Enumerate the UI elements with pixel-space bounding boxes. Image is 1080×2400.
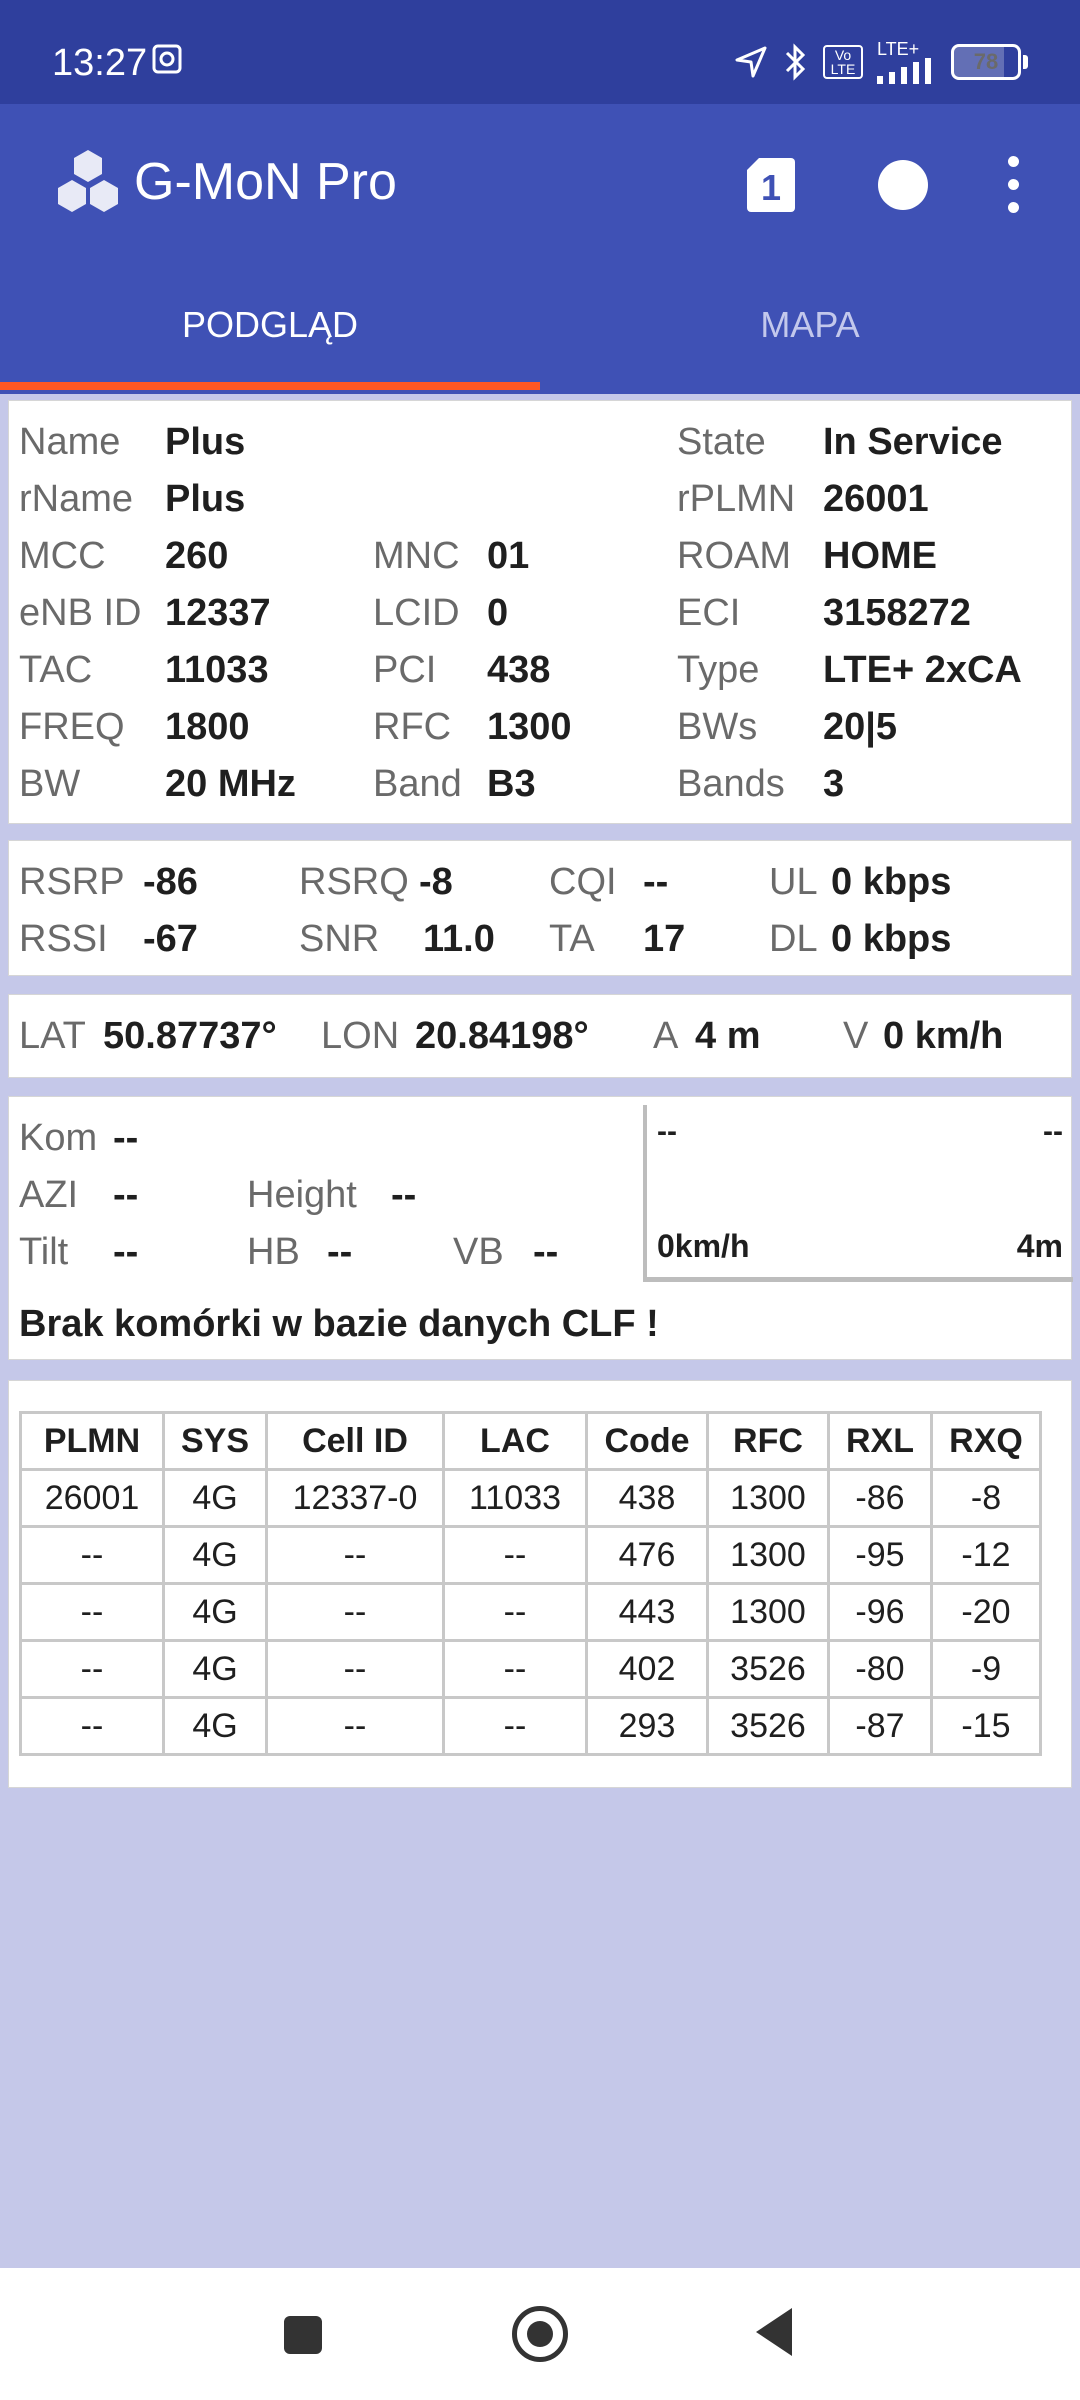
ta-label: TA	[549, 918, 595, 960]
navigation-bar	[0, 2268, 1080, 2400]
cqi-label: CQI	[549, 861, 617, 903]
cell-plmn: --	[21, 1584, 164, 1641]
cell-rxq: -20	[932, 1584, 1041, 1641]
graph-top-right: --	[1043, 1115, 1063, 1148]
app-bar	[0, 104, 1080, 394]
lcid-value: 0	[487, 592, 509, 634]
cell-code: 443	[587, 1584, 708, 1641]
rname-value: Plus	[165, 478, 246, 520]
header-code: Code	[587, 1413, 708, 1470]
cell-code: 476	[587, 1527, 708, 1584]
cell-rfc: 1300	[708, 1584, 829, 1641]
cell-rxq: -9	[932, 1641, 1041, 1698]
header-sys: SYS	[164, 1413, 267, 1470]
header-cell-id: Cell ID	[267, 1413, 444, 1470]
more-options-icon[interactable]	[1008, 156, 1020, 216]
graph-top-left: --	[657, 1115, 677, 1148]
cell-lac: --	[444, 1698, 587, 1755]
kom-label: Kom	[19, 1117, 98, 1159]
tab-indicator	[0, 382, 540, 390]
tac-label: TAC	[19, 649, 93, 691]
cell-sys: 4G	[164, 1641, 267, 1698]
ul-label: UL	[769, 861, 818, 903]
table-header-row	[21, 1413, 1041, 1470]
vb-value: --	[533, 1231, 559, 1273]
cell-code: 438	[587, 1470, 708, 1527]
graph-bottom-left: 0km/h	[657, 1228, 750, 1264]
ul-value: 0 kbps	[831, 861, 952, 903]
sim-badge: 1	[760, 167, 782, 208]
enb-value: 12337	[165, 592, 271, 634]
dl-label: DL	[769, 918, 818, 960]
recents-button[interactable]	[284, 2316, 322, 2354]
cell-lac: --	[444, 1584, 587, 1641]
table-row	[21, 1527, 1041, 1584]
cell-cell-id: 12337-0	[267, 1470, 444, 1527]
cell-rxq: -12	[932, 1527, 1041, 1584]
accuracy-value: 4 m	[695, 1015, 761, 1057]
cell-lac: --	[444, 1527, 587, 1584]
mnc-value: 01	[487, 535, 530, 577]
mini-graph	[643, 1105, 1073, 1282]
roam-value: HOME	[823, 535, 937, 577]
back-button[interactable]	[756, 2308, 792, 2356]
freq-label: FREQ	[19, 706, 125, 748]
bws-label: BWs	[677, 706, 758, 748]
snr-label: SNR	[299, 918, 380, 960]
name-label: Name	[19, 421, 121, 463]
bands-value: 3	[823, 763, 845, 805]
rplmn-label: rPLMN	[677, 478, 796, 520]
location-arrow-icon	[733, 44, 769, 80]
rssi-value: -67	[143, 918, 198, 960]
cell-rfc: 3526	[708, 1698, 829, 1755]
eci-label: ECI	[677, 592, 741, 634]
eci-value: 3158272	[823, 592, 971, 634]
cell-rxl: -87	[829, 1698, 932, 1755]
cell-sys: 4G	[164, 1584, 267, 1641]
cqi-value: --	[643, 861, 669, 903]
tac-value: 11033	[165, 649, 269, 691]
home-button[interactable]	[512, 2306, 568, 2362]
hb-label: HB	[247, 1231, 300, 1273]
network-type: LTE+	[877, 40, 937, 84]
sim-card-icon[interactable]	[745, 156, 797, 214]
bluetooth-icon	[783, 43, 809, 81]
lcid-label: LCID	[373, 592, 460, 634]
neighbor-table	[19, 1411, 1042, 1756]
cell-plmn: --	[21, 1527, 164, 1584]
bw-label: BW	[19, 763, 81, 805]
record-button[interactable]	[878, 160, 928, 210]
tilt-value: --	[113, 1231, 139, 1273]
rname-label: rName	[19, 478, 134, 520]
rsrp-value: -86	[143, 861, 198, 903]
cell-sys: 4G	[164, 1698, 267, 1755]
bws-value: 20|5	[823, 706, 898, 748]
table-row	[21, 1641, 1041, 1698]
mcc-value: 260	[165, 535, 229, 577]
snr-value: 11.0	[423, 918, 495, 960]
pci-label: PCI	[373, 649, 437, 691]
cell-code: 402	[587, 1641, 708, 1698]
cell-plmn: --	[21, 1698, 164, 1755]
cell-sys: 4G	[164, 1527, 267, 1584]
table-row	[21, 1698, 1041, 1755]
cell-rxl: -96	[829, 1584, 932, 1641]
azi-label: AZI	[19, 1174, 79, 1216]
table-row	[21, 1584, 1041, 1641]
height-label: Height	[247, 1174, 357, 1216]
ta-value: 17	[643, 918, 686, 960]
cell-sys: 4G	[164, 1470, 267, 1527]
height-value: --	[391, 1174, 417, 1216]
header-rfc: RFC	[708, 1413, 829, 1470]
roam-label: ROAM	[677, 535, 791, 577]
hb-value: --	[327, 1231, 353, 1273]
kom-value: --	[113, 1117, 139, 1159]
cell-info-card	[8, 1096, 1072, 1360]
state-value: In Service	[823, 421, 1003, 463]
cell-plmn: --	[21, 1641, 164, 1698]
speed-label: V	[843, 1015, 869, 1057]
header-rxl: RXL	[829, 1413, 932, 1470]
cell-cell-id: --	[267, 1584, 444, 1641]
bands-label: Bands	[677, 763, 785, 805]
cell-rfc: 1300	[708, 1470, 829, 1527]
cell-rxl: -95	[829, 1527, 932, 1584]
speed-value: 0 km/h	[883, 1015, 1004, 1057]
lon-value: 20.84198°	[415, 1015, 589, 1057]
cell-lac: --	[444, 1641, 587, 1698]
dl-value: 0 kbps	[831, 918, 952, 960]
tilt-label: Tilt	[19, 1231, 69, 1273]
cell-rxq: -8	[932, 1470, 1041, 1527]
band-value: B3	[487, 763, 536, 805]
signal-icon	[877, 58, 937, 84]
cell-lac: 11033	[444, 1470, 587, 1527]
rfc-value: 1300	[487, 706, 572, 748]
cell-cell-id: --	[267, 1527, 444, 1584]
neighbor-table-card	[8, 1380, 1072, 1788]
notification-icon	[152, 44, 182, 74]
enb-label: eNB ID	[19, 592, 142, 634]
header-plmn: PLMN	[21, 1413, 164, 1470]
freq-value: 1800	[165, 706, 250, 748]
pci-value: 438	[487, 649, 551, 691]
battery-icon: 78	[951, 44, 1028, 80]
cell-rxq: -15	[932, 1698, 1041, 1755]
cell-cell-id: --	[267, 1698, 444, 1755]
cell-rfc: 1300	[708, 1527, 829, 1584]
rplmn-value: 26001	[823, 478, 929, 520]
app-logo-icon	[52, 146, 124, 218]
mcc-label: MCC	[19, 535, 106, 577]
state-label: State	[677, 421, 766, 463]
rssi-label: RSSI	[19, 918, 108, 960]
cell-rxl: -86	[829, 1470, 932, 1527]
rsrq-label: RSRQ	[299, 861, 409, 903]
lat-value: 50.87737°	[103, 1015, 277, 1057]
clf-message: Brak komórki w bazie danych CLF !	[19, 1303, 659, 1345]
status-bar	[0, 0, 1080, 104]
status-time: 13:27	[52, 42, 148, 84]
type-label: Type	[677, 649, 760, 691]
app-title: G-MoN Pro	[134, 153, 397, 211]
band-label: Band	[373, 763, 462, 805]
location-card	[8, 994, 1072, 1078]
cell-rxl: -80	[829, 1641, 932, 1698]
graph-bottom-right: 4m	[1016, 1228, 1063, 1264]
rsrp-label: RSRP	[19, 861, 125, 903]
header-rxq: RXQ	[932, 1413, 1041, 1470]
azi-value: --	[113, 1174, 139, 1216]
accuracy-label: A	[653, 1015, 679, 1057]
vb-label: VB	[453, 1231, 504, 1273]
bw-value: 20 MHz	[165, 763, 296, 805]
lat-label: LAT	[19, 1015, 86, 1057]
cell-rfc: 3526	[708, 1641, 829, 1698]
cell-cell-id: --	[267, 1641, 444, 1698]
table-row	[21, 1470, 1041, 1527]
type-value: LTE+ 2xCA	[823, 649, 1022, 691]
tab-map[interactable]: MAPA	[760, 304, 860, 345]
mnc-label: MNC	[373, 535, 460, 577]
lon-label: LON	[321, 1015, 400, 1057]
volte-icon: Vo LTE	[823, 45, 863, 79]
cell-code: 293	[587, 1698, 708, 1755]
tab-preview[interactable]: PODGLĄD	[181, 304, 359, 345]
cell-plmn: 26001	[21, 1470, 164, 1527]
header-lac: LAC	[444, 1413, 587, 1470]
rsrq-value: -8	[419, 861, 453, 903]
name-value: Plus	[165, 421, 246, 463]
serving-cell-card	[8, 400, 1072, 824]
signal-card	[8, 840, 1072, 976]
rfc-label: RFC	[373, 706, 452, 748]
